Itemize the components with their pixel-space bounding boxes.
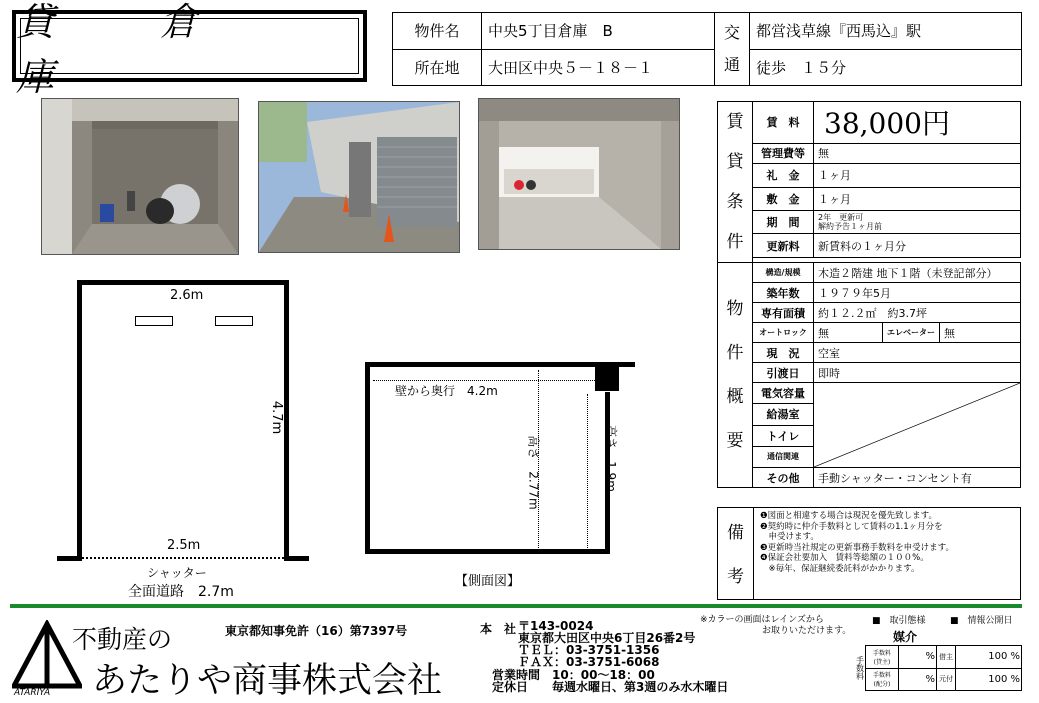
fee-label: 手数料 [855, 656, 865, 680]
transport-label: 交 通 [715, 13, 750, 86]
remarks-text: ❶図面と相違する場合は現況を優先致します。 ❷契約時に仲介手数料として賃料の1.1ヶ月分を 申受けます。 ❸更新時当社規定の更新事務手数料を申受けます。 ❹保証会社要加入 賃料等総額の１００%。 ※毎年、保証継続委託料がかかります。 [760, 511, 954, 574]
width-top-label: 2.6m [170, 288, 204, 303]
section-view [365, 362, 635, 557]
other-label: その他 [753, 468, 814, 488]
photo-tunnel [478, 98, 680, 250]
road-label: 全面道路 2.7m [128, 584, 234, 600]
fee-table [855, 645, 1022, 691]
rent-label: 賃 料 [753, 102, 814, 144]
overview-section-label: 物 件 概 要 [718, 263, 753, 488]
legend-transaction: ■ 取引態様 [872, 616, 926, 626]
handover-label: 引渡日 [753, 363, 814, 383]
area-label: 専有面積 [753, 303, 814, 323]
toilet-label: トイレ [753, 425, 814, 446]
company-contact: 〒143-0024 東京都大田区中央6丁目26番2号 ＴＥＬ：03-3751-1356 ＦＡＸ：03-3751-6068 [518, 619, 696, 669]
area-value: 約１２.２㎡ 約3.7坪 [814, 303, 1021, 323]
shutter-label: シャッター [147, 566, 207, 580]
kitchen-label: 給湯室 [753, 404, 814, 425]
crossed-out-cells [814, 383, 1021, 468]
business-hours: 営業時間 10：00～18：00 定休日 毎週水曜日、第3週のみ水木曜日 [492, 668, 729, 694]
page-title: 貸 倉 庫 [16, 0, 305, 99]
header-table [392, 12, 1022, 86]
mgmt-label: 管理費等 [753, 143, 814, 163]
section-caption: 【側面図】 [455, 574, 521, 589]
legend-disclosure-date: ■ 情報公開日 [950, 616, 1013, 626]
renewal-value: 新賃料の１ヶ月分 [814, 234, 1021, 257]
elevator-label: エレベーター [883, 323, 940, 343]
width-bottom-label: 2.5m [167, 538, 201, 553]
other-value: 手動シャッター・コンセント有 [814, 468, 1021, 488]
hq-label: 本 社 [480, 622, 517, 636]
floor-plan [57, 280, 307, 580]
height-1-label: 高さ 2.77m [526, 435, 541, 510]
fee-origin-value: 100 % [956, 668, 1022, 691]
depth-label: 4.7m [269, 400, 285, 435]
walk-time: 徒歩 １５分 [750, 49, 1022, 86]
license-number: 東京都知事免許（16）第7397号 [225, 624, 408, 638]
fee-origin-label: 元付 [937, 668, 956, 691]
fee-lessee-value: 100 % [956, 646, 1022, 669]
terms-section-label: 賃 貸 条 件 [718, 102, 753, 263]
conditions-table [717, 101, 1021, 488]
footer-divider [10, 604, 1022, 608]
autolock-label: オートロック [753, 323, 814, 343]
autolock-value: 無 [814, 323, 883, 343]
remarks-label: 備 考 [718, 508, 754, 599]
remarks-box [717, 507, 1021, 600]
height-2-label: 高さ 1.9m [603, 425, 618, 492]
station: 都営浅草線『西馬込』駅 [750, 13, 1022, 50]
svg-text:ATARIYA: ATARIYA [14, 688, 51, 696]
property-name: 中央5丁目倉庫 B [482, 13, 715, 50]
status-value: 空室 [814, 343, 1021, 363]
title-box [12, 0, 367, 99]
photo-interior [41, 98, 239, 255]
comm-label: 通信関連 [753, 446, 814, 467]
key-money-label: 礼 金 [753, 164, 814, 187]
built-label: 築年数 [753, 283, 814, 303]
handover-value: 即時 [814, 363, 1021, 383]
location: 大田区中央５－１８－１ [482, 49, 715, 86]
deposit-label: 敷 金 [753, 187, 814, 210]
fee-split-label: 手数料 (配分) [866, 668, 899, 691]
period-value: 2年 更新可 解約予告１ヶ月前 [814, 210, 1021, 233]
structure-value: 木造２階建 地下１階（未登記部分） [814, 263, 1021, 283]
status-label: 現 況 [753, 343, 814, 363]
fee-split-pct: % [899, 668, 937, 691]
color-note: ※カラーの画面はレインズから お取りいただけます。 [700, 615, 852, 636]
key-money-value: １ヶ月 [814, 164, 1021, 187]
built-value: １９７９年5月 [814, 283, 1021, 303]
mgmt-value: 無 [814, 143, 1021, 163]
renewal-label: 更新料 [753, 234, 814, 257]
electric-label: 電気容量 [753, 383, 814, 404]
fee-lessor-label: 手数料 (貸主) [866, 646, 899, 669]
deposit-value: １ヶ月 [814, 187, 1021, 210]
fee-lessee-label: 借主 [937, 646, 956, 669]
property-name-label: 物件名 [393, 13, 482, 50]
company-tagline: 不動産の [72, 625, 173, 654]
company-name: あたりや商事株式会社 [92, 661, 443, 701]
rent-value: 38,000円 [814, 102, 1021, 144]
photo-exterior [258, 101, 460, 253]
period-label: 期 間 [753, 210, 814, 233]
location-label: 所在地 [393, 49, 482, 86]
structure-label: 構造/規模 [753, 263, 814, 283]
wall-depth-label: 壁から奥行 4.2m [395, 384, 498, 398]
fee-lessor-pct: % [899, 646, 937, 669]
elevator-value: 無 [940, 323, 1021, 343]
mediation-label: 媒介 [893, 630, 918, 644]
